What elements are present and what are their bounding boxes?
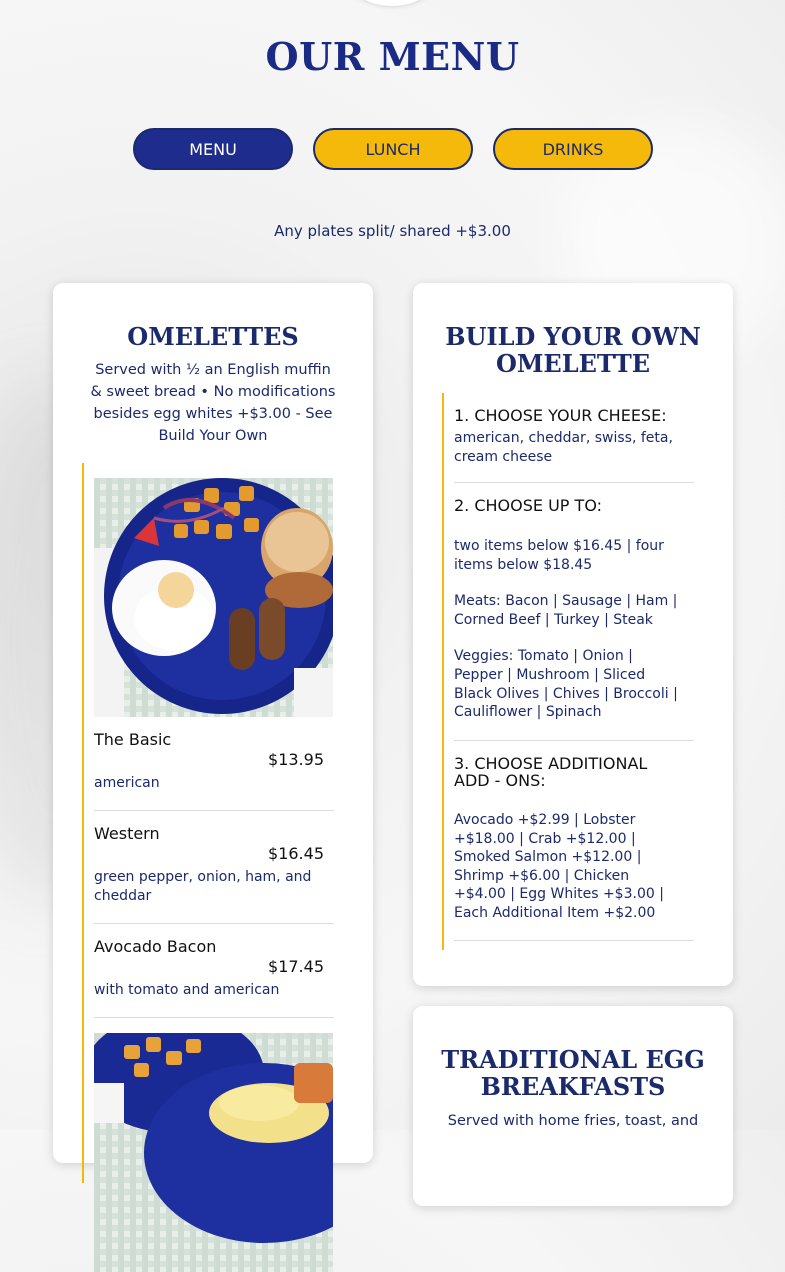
item-price: $17.45 [268, 957, 324, 976]
meats-options: Meats: Bacon | Sausage | Ham | Corned Beef | Turkey | Steak [454, 593, 678, 628]
divider [454, 940, 694, 941]
tab-drinks[interactable]: DRINKS [493, 128, 653, 170]
item-name: The Basic [94, 730, 172, 749]
the-basic-photo [94, 478, 333, 717]
upto-price-text: two items below $16.45 | four items below $18.45 [454, 538, 664, 573]
omelettes-card [53, 283, 373, 1163]
cheese-section [454, 407, 679, 466]
item-description: american [94, 775, 160, 791]
menu-item [94, 730, 334, 793]
traditional-card [413, 1006, 733, 1206]
addons-heading: 3. CHOOSE ADDITIONAL ADD - ONS: [454, 754, 648, 790]
omelettes-title: OMELETTES [127, 322, 299, 351]
choose-up-to-section [454, 497, 679, 722]
item-name: Avocado Bacon [94, 937, 217, 956]
item-price: $13.95 [268, 750, 324, 769]
tab-menu[interactable]: MENU [133, 128, 293, 170]
decorative-plate [342, 0, 442, 6]
split-plate-note: Any plates split/ shared +$3.00 [274, 222, 511, 240]
cheese-heading: 1. CHOOSE YOUR CHEESE: [454, 406, 667, 425]
build-your-own-card [413, 283, 733, 986]
menu-item [94, 937, 334, 1000]
omelettes-subtitle: Served with ½ an English muffin & sweet bread • No modifications besides egg whites +$3.00 - See Build Your Own [90, 362, 336, 444]
section-rail [82, 463, 84, 1183]
divider [94, 923, 334, 924]
divider [454, 740, 694, 741]
page-title: OUR MENU [265, 34, 520, 79]
item-name: Western [94, 824, 160, 843]
menu-item [94, 824, 334, 905]
item-price: $16.45 [268, 844, 324, 863]
divider [94, 810, 334, 811]
item-description: green pepper, onion, ham, and cheddar [94, 869, 312, 904]
tab-lunch[interactable]: LUNCH [313, 128, 473, 170]
divider [454, 482, 694, 483]
divider [94, 1017, 334, 1018]
menu-tabs [133, 128, 653, 170]
addons-section [454, 755, 679, 923]
upto-heading: 2. CHOOSE UP TO: [454, 496, 603, 515]
section-rail [442, 393, 444, 950]
omelette-photo [94, 1033, 333, 1272]
item-description: with tomato and american [94, 982, 280, 998]
addons-options: Avocado +$2.99 | Lobster +$18.00 | Crab +$12.00 | Smoked Salmon +$12.00 | Shrimp +$6.00 | Chicken +$4.00 | Egg Whites +$3.00 | Each Additional Item +$2.00 [454, 812, 664, 921]
build-your-own-title: BUILD YOUR OWN OMELETTE [445, 322, 701, 378]
cheese-options: american, cheddar, swiss, feta, cream cheese [454, 430, 673, 465]
veggies-options: Veggies: Tomato | Onion | Pepper | Mushroom | Sliced Black Olives | Chives | Broccoli | Cauliflower | Spinach [454, 648, 678, 721]
traditional-subtitle: Served with home fries, toast, and [447, 1113, 699, 1129]
traditional-title: TRADITIONAL EGG BREAKFASTS [441, 1045, 705, 1101]
